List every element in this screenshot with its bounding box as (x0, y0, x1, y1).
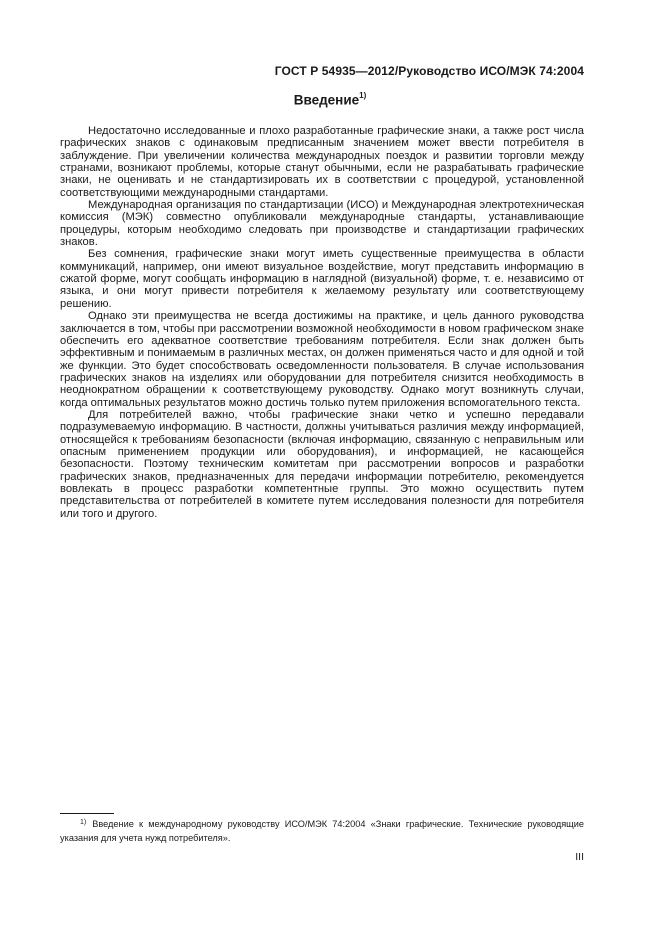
paragraph-1: Недостаточно исследованные и плохо разработанные графические знаки, а также рост числа графических знаков с одинаковым предписанным значением может ввести потребителя в заблуждение. При увеличении количества международных поездок и развитии торговли между странами, возникают проблемы, которые станут обычными, если не разрабатывать графические знаки, не оценивать и не стандартизировать их в соответствии с процедурой, установленной соответствующими международными стандартами. (60, 125, 584, 199)
page-number: III (575, 851, 584, 863)
section-title-text: Введение (293, 92, 360, 108)
footnote-divider (60, 813, 114, 814)
footnote-reference: 1) (359, 91, 367, 100)
document-header: ГОСТ Р 54935—2012/Руководство ИСО/МЭК 74:2004 (274, 64, 584, 78)
paragraph-5: Для потребителей важно, чтобы графические знаки четко и успешно передавали подразумеваемую информацию. В частности, должны учитываться различия между информацией, относящейся к требованиям безопасности (включая информацию, связанную с неправильным или опасным применением продукции или оборудования), и информацией, не касающейся безопасности. Поэтому техническим комитетам при рассмотрении вопросов и разработки графических знаков, предназначенных для передачи информации потребителю, рекомендуется вовлекать в процесс разработки компетентные группы. Это можно осуществить путем представительства от потребителей в комитете путем исследования полезности для потребителя или того и другого. (60, 408, 584, 520)
footnote-text: Введение к международному руководству ИСО/МЭК 74:2004 «Знаки графические. Технические руководящие указания для учета нужд потребителя». (60, 819, 584, 843)
paragraph-4: Однако эти преимущества не всегда достижимы на практике, и цель данного руководства заключается в том, чтобы при рассмотрении возможной необходимости в новом графическом знаке обеспечить его адекватное соответствие требованиям потребителя. Если знак должен быть эффективным и понимаемым в различных местах, он должен применяться часто и для одной и той же функции. Это будет способствовать осведомленности пользователя. В случае использования графических знаков на изделиях или оборудовании для потребителя снизится необходимость в неоднократном обращении к соответствующему руководству. Однако могут возникнуть случаи, когда оптимальных результатов можно достичь только путем приложения вспомогательного текста. (60, 310, 584, 409)
body-text (60, 125, 584, 520)
footnote-mark: 1) (80, 819, 87, 826)
section-title (60, 92, 600, 108)
footnote (60, 818, 584, 845)
paragraph-2: Международная организация по стандартизации (ИСО) и Международная электротехническая комиссия (МЭК) совместно опубликовали международные стандарты, устанавливающие процедуры, которым необходимо следовать при производстве и стандартизации графических знаков. (60, 199, 584, 249)
paragraph-3: Без сомнения, графические знаки могут иметь существенные преимущества в области коммуникаций, например, они имеют визуальное воздействие, могут представить информацию в сжатой форме, могут сообщать информацию в наглядной (визуальной) форме, т. е. независимо от языка, и они могут привести потребителя к желаемому результату или соответствующему решению. (60, 248, 584, 310)
